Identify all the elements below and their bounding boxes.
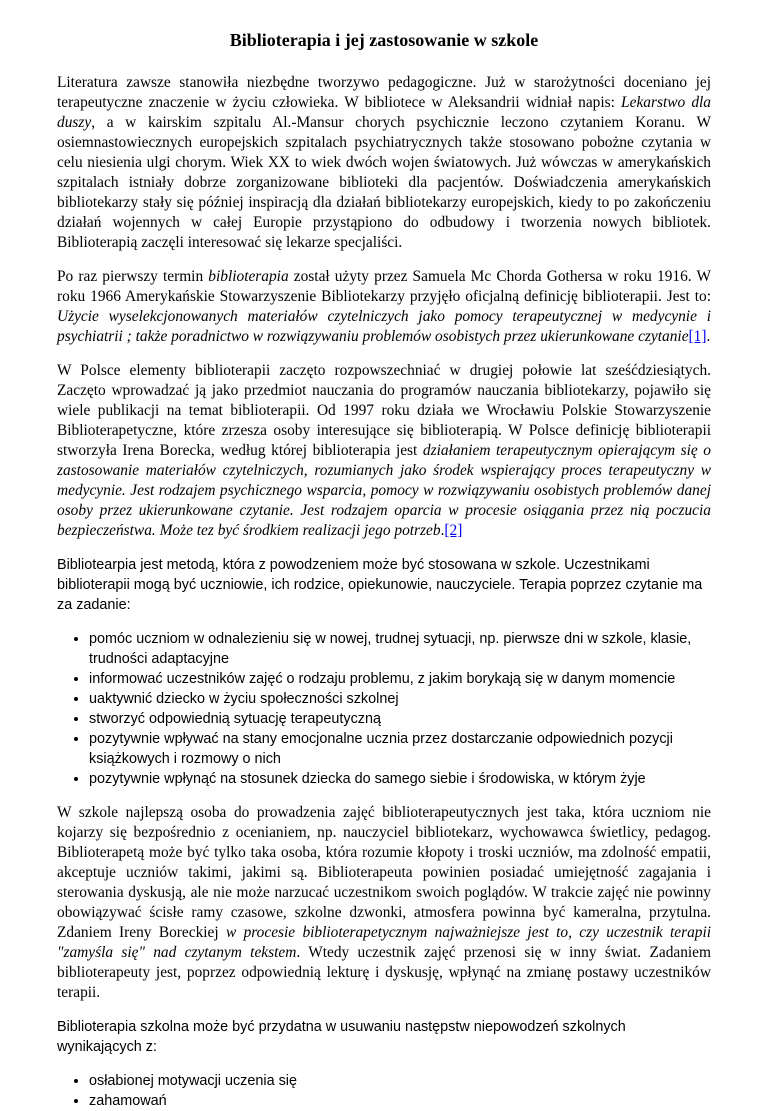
list-item: • pozytywnie wpływać na stany emocjonalne ucznia przez dostarczanie odpowiednich pozycji książkowych i rozmowy o nich xyxy=(89,729,711,769)
paragraph-poland: W Polsce elementy biblioterapii zaczęto rozpowszechniać w drugiej połowie lat sześćdziesiątych. Zaczęto wprowadzać ją jako przedmiot nauczania do programów nauczania bibliotekarzy, pojawiło się wiele publikacji na temat biblioterapii. Od 1997 roku działa we Wrocławiu Polskie Stowarzyszenie Biblioterapetyczne, które zrzesza osoby interesujące się biblioterapią. W Polsce definicję biblioterapii stworzyła Irena Borecka, według której biblioterapia jest działaniem terapeutycznym opierającym się o zastosowanie materiałów czytelniczych, rozumianych jako środek wspierający proces terapeutyczny w medycynie. Jest rodzajem psychicznego wsparcia, pomocy w rozwiązywaniu osobistych problemów danej osoby przez ukierunkowane czytanie. Jest rodzajem oparcia w procesie osiągania przez nią poczucia bezpieczeństwa. Może tez być środkiem realizacji jego potrzeb.[2] xyxy=(57,362,711,539)
paragraph-failures-intro: Biblioterapia szkolna może być przydatna w usuwaniu następstw niepowodzeń szkolnych wynikających z: xyxy=(57,1019,626,1055)
borecka-quote: w procesie biblioterapetycznym najważniejsze jest to, czy uczestnik terapii "zamyśla się" nad czytanym tekstem xyxy=(57,924,712,961)
quote-inscription: Lekarstwo dla duszy xyxy=(57,94,711,131)
list-item: • osłabionej motywacji uczenia się xyxy=(89,1071,711,1091)
list-item: • zahamowań xyxy=(89,1091,711,1111)
list-item: • pomóc uczniom w odnalezieniu się w nowej, trudnej sytuacji, np. pierwsze dni w szkole, klasie, trudności adaptacyjne xyxy=(89,629,711,669)
list-item: • pozytywnie wpłynąć na stosunek dziecka do samego siebie i środowiska, w którym żyje xyxy=(89,769,711,789)
list-item: • stworzyć odpowiednią sytuację terapeutyczną xyxy=(89,709,711,729)
paragraph-therapist: W szkole najlepszą osoba do prowadzenia zajęć biblioterapeutycznych jest taka, która uczniom nie kojarzy się bezpośrednio z ocenianiem, np. nauczyciel bibliotekarz, wychowawca świetlicy, pedagog. Biblioterapetą może być tylko taka osoba, która rozumie kłopoty i troski uczniów, ma zdolność empatii, akceptuje uczniów takimi, jakimi są. Biblioterapeuta powinien posiadać umiejętność zagajania i sterowania dyskusją, ale nie może narzucać uczestnikom swoich poglądów. W trakcie zajęć nie powinny obowiązywać ścisłe ramy czasowe, szkolne dzwonki, atmosfera powinna być kameralna, przytulna. Zdaniem Ireny Boreckiej w procesie biblioterapetycznym najważniejsze jest to, czy uczestnik terapii "zamyśla się" nad czytanym tekstem. Wtedy uczestnik zajęć przenosi się w inny świat. Zadaniem biblioterapeuty jest, poprzez odpowiednią lekturę i dyskusję, wpłynąć na zmianę postawy uczestników terapii. xyxy=(57,804,712,1001)
paragraph-history: Literatura zawsze stanowiła niezbędne tworzywo pedagogiczne. Już w starożytności doceniano jej terapeutyczne znaczenie w życiu człowieka. W bibliotece w Aleksandrii widniał napis: Lekarstwo dla duszy, a w kairskim szpitalu Al.-Mansur chorych psychicznie leczono czytaniem Koranu. W osiemnastowiecznych europejskich szpitalach psychiatrycznych także stosowano pobożne czytania w celu niesienia ulgi chorym. Wiek XX to wiek dwóch wojen światowych. Już wówczas w amerykańskich szpitalach istniały dobrze zorganizowane biblioteki dla pacjentów. Doświadczenia amerykańskich bibliotekarzy stały się później inspiracją dla działań bibliotekarzy europejskich, kiedy to po zakończeniu działań wojennych w całej Europie przystąpiono do odbudowy i tworzenia nowych bibliotek. Biblioterapią zaczęli interesować się lekarze specjaliści. xyxy=(57,74,711,251)
definition-quote: Użycie wyselekcjonowanych materiałów czytelniczych jako pomocy terapeutycznej w medycynie i psychiatrii ; także poradnictwo w rozwiązywaniu problemów osobistych przez ukierunkowane czytanie xyxy=(57,308,711,345)
list-item: • informować uczestników zajęć o rodzaju problemu, z jakim borykają się w danym momencie xyxy=(89,669,711,689)
failures-list xyxy=(57,1071,711,1111)
list-item: • uaktywnić dziecko w życiu społeczności szkolnej xyxy=(89,689,711,709)
borecka-definition: działaniem terapeutycznym opierającym się o zastosowanie materiałów czytelniczych, rozumianych jako środek wspierający proces terapeutyczny w medycynie. Jest rodzajem psychicznego wsparcia, pomocy w rozwiązywaniu osobistych problemów danej osoby przez ukierunkowane czytanie. Jest rodzajem oparcia w procesie osiągania przez nią poczucia bezpieczeństwa. Może tez być środkiem realizacji jego potrzeb xyxy=(57,442,711,539)
term-biblioterapia: biblioterapia xyxy=(208,268,289,285)
footnote-link-2[interactable]: [2] xyxy=(444,522,463,539)
paragraph-school-intro: Bibliotearpia jest metodą, która z powodzeniem może być stosowana w szkole. Uczestnikami biblioterapii mogą być uczniowie, ich rodzice, opiekunowie, nauczyciele. Terapia poprzez czytanie ma za zadanie: xyxy=(57,557,703,613)
footnote-link-1[interactable]: [1] xyxy=(688,328,707,345)
page-title: Biblioterapia i jej zastosowanie w szkole xyxy=(229,30,539,50)
paragraph-definition: Po raz pierwszy termin biblioterapia został użyty przez Samuela Mc Chorda Gothersa w roku 1916. W roku 1966 Amerykańskie Stowarzyszenie Bibliotekarzy przyjęło oficjalną definicję biblioterapii. Jest to: Użycie wyselekcjonowanych materiałów czytelniczych jako pomocy terapeutycznej w medycynie i psychiatrii ; także poradnictwo w rozwiązywaniu problemów osobistych przez ukierunkowane czytanie[1]. xyxy=(57,268,712,345)
goals-list xyxy=(57,629,711,789)
